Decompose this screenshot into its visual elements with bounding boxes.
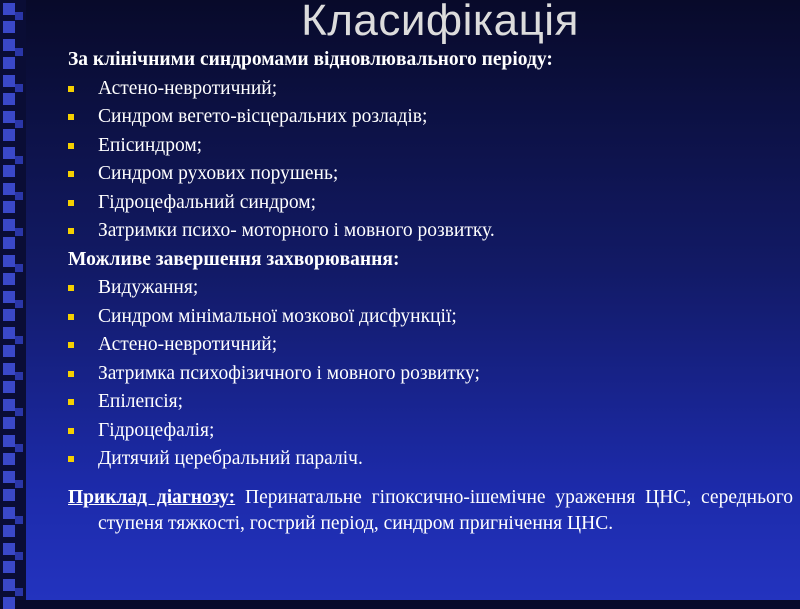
list-item	[68, 303, 793, 332]
filmstrip-square	[3, 597, 15, 609]
list-item-text: Епілепсія;	[98, 391, 184, 412]
filmstrip-square	[3, 417, 15, 429]
filmstrip-square	[3, 309, 15, 321]
filmstrip-square	[3, 345, 15, 357]
list-item-text: Затримки психо- моторного і мовного розвитку.	[98, 220, 495, 241]
filmstrip-square	[3, 255, 15, 267]
list-item	[68, 445, 793, 474]
filmstrip-square	[3, 489, 15, 501]
list-item	[68, 103, 793, 132]
filmstrip-square	[3, 291, 15, 303]
list-item	[68, 417, 793, 446]
list-item	[68, 75, 793, 104]
filmstrip-square	[3, 435, 15, 447]
filmstrip-square	[3, 471, 15, 483]
list-item	[68, 388, 793, 417]
slide-title: Класифікація	[301, 0, 579, 45]
filmstrip-square	[3, 57, 15, 69]
square-bullet-icon	[68, 171, 74, 177]
list-item-text: Видужання;	[98, 277, 199, 298]
list-item-text: Гідроцефалія;	[98, 419, 215, 441]
filmstrip-square	[3, 543, 15, 555]
filmstrip-square	[3, 561, 15, 573]
filmstrip-square	[15, 408, 23, 416]
filmstrip-square	[15, 84, 23, 92]
filmstrip-square	[3, 273, 15, 285]
square-bullet-icon	[68, 314, 74, 320]
square-bullet-icon	[68, 143, 74, 149]
filmstrip-square	[3, 381, 15, 393]
filmstrip-square	[15, 552, 23, 560]
filmstrip-square	[15, 480, 23, 488]
filmstrip-square	[3, 183, 15, 195]
section-heading-clinical-syndromes: За клінічними синдромами відновлювального періоду:	[68, 49, 553, 70]
list-item	[68, 132, 793, 161]
filmstrip-square	[15, 264, 23, 272]
list-item	[68, 217, 793, 246]
section-heading-possible-outcome: Можливе завершення захворювання:	[68, 248, 400, 270]
filmstrip-square	[15, 336, 23, 344]
filmstrip-square	[15, 192, 23, 200]
filmstrip-square	[3, 219, 15, 231]
filmstrip-square	[3, 327, 15, 339]
filmstrip-square	[3, 363, 15, 375]
filmstrip-square	[3, 165, 15, 177]
list-item-text: Дитячий церебральний параліч.	[98, 448, 363, 469]
square-bullet-icon	[68, 428, 74, 434]
filmstrip-square	[3, 93, 15, 105]
filmstrip-square	[15, 372, 23, 380]
list-item-text: Гідроцефальний синдром;	[98, 191, 317, 213]
filmstrip-square	[3, 201, 15, 213]
filmstrip-square	[15, 516, 23, 524]
filmstrip-square	[15, 120, 23, 128]
list-item-text: Синдром рухових порушень;	[98, 163, 339, 184]
filmstrip-square	[3, 525, 15, 537]
diagnosis-example-text: Перинатальне гіпоксично-ішемічне ураження ЦНС, середнього ступеня тяжкості, гострий період, синдром пригнічення ЦНС.	[98, 486, 793, 534]
filmstrip-square	[15, 156, 23, 164]
square-bullet-icon	[68, 86, 74, 92]
square-bullet-icon	[68, 371, 74, 377]
square-bullet-icon	[68, 114, 74, 120]
square-bullet-icon	[68, 285, 74, 291]
filmstrip-square	[3, 237, 15, 249]
square-bullet-icon	[68, 228, 74, 234]
list-item	[68, 274, 793, 303]
square-bullet-icon	[68, 456, 74, 462]
list-item	[68, 160, 793, 189]
filmstrip-square	[3, 399, 15, 411]
filmstrip-square	[3, 129, 15, 141]
filmstrip-square	[15, 300, 23, 308]
list-item-text: Астено-невротичний;	[98, 334, 278, 355]
square-bullet-icon	[68, 200, 74, 206]
filmstrip-square	[15, 588, 23, 596]
list-item	[68, 331, 793, 360]
filmstrip-decoration	[0, 0, 26, 600]
filmstrip-square	[3, 579, 15, 591]
filmstrip-square	[3, 453, 15, 465]
filmstrip-square	[15, 48, 23, 56]
filmstrip-square	[15, 444, 23, 452]
filmstrip-square	[3, 75, 15, 87]
slide-content	[68, 46, 793, 537]
list-item-text: Епісиндром;	[98, 134, 203, 156]
list-item-text: Синдром вегето-вісцеральних розладів;	[98, 106, 428, 127]
square-bullet-icon	[68, 399, 74, 405]
list-item-text: Синдром мінімальної мозкової дисфункції;	[98, 305, 457, 327]
filmstrip-square	[3, 147, 15, 159]
list-item	[68, 189, 793, 218]
diagnosis-example	[68, 485, 793, 537]
square-bullet-icon	[68, 342, 74, 348]
list-item-text: Астено-невротичний;	[98, 77, 278, 99]
filmstrip-square	[3, 111, 15, 123]
filmstrip-square	[15, 228, 23, 236]
filmstrip-square	[3, 507, 15, 519]
list-item-text: Затримка психофізичного і мовного розвитку;	[98, 362, 480, 384]
list-item	[68, 360, 793, 389]
diagnosis-example-label: Приклад діагнозу:	[68, 486, 236, 508]
